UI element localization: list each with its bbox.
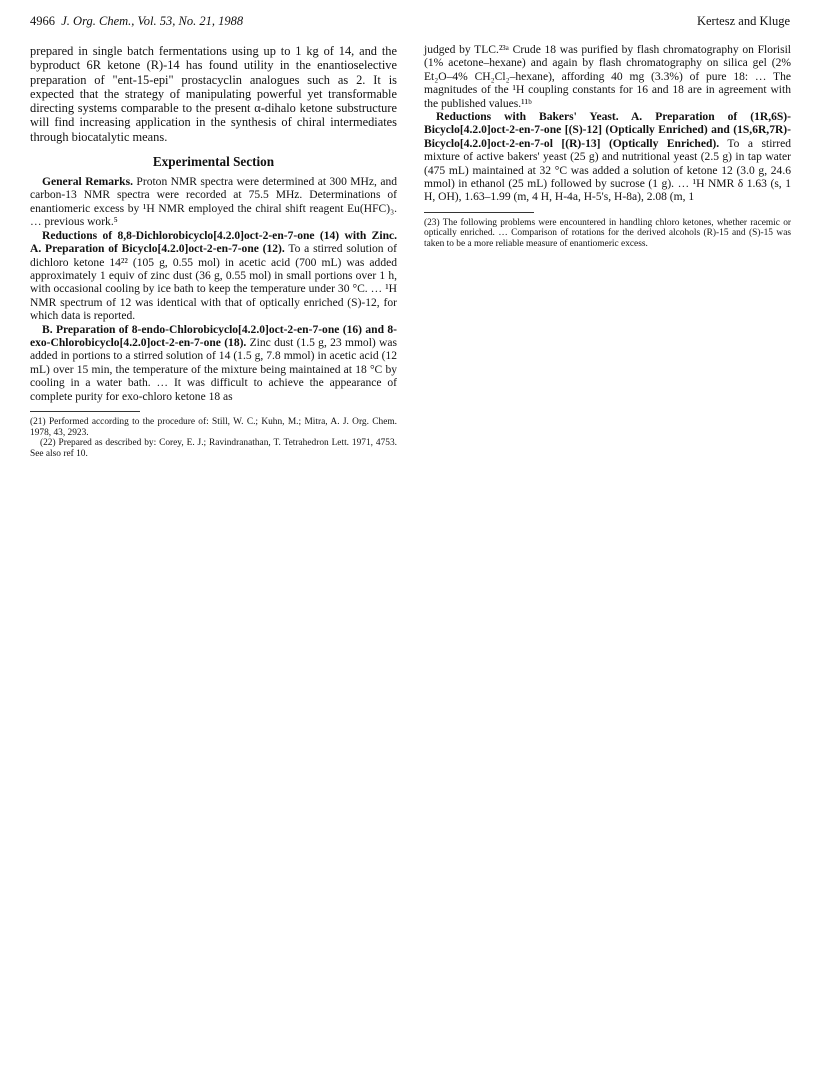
right-column [424,44,791,250]
general-remarks-paragraph [30,176,397,230]
footnote-23: (23) The following problems were encountered in handling chloro ketones, whether racemic or optically enriched. … Comparison of rotations for the derived alcohols (R)-15 and (S)-15 was taken to be a more reliable measure of enantiomeric excess. [424,217,791,250]
running-header [30,14,790,30]
yeast-reduction-heading: Reductions with Bakers' Yeast. A. Preparation of (1R,6S)-Bicyclo[4.2.0]oct-2-en-7-one [(S)-12] (Optically Enriched) and (1S,6R,7R)-Bicyclo[4.2.0]oct-2-en-7-ol [(R)-13] (Optically Enriched). [424,111,791,150]
footnote-22: (22) Prepared as described by: Corey, E. J.; Ravindranathan, T. Tetrahedron Lett. 1971, 4753. See also ref 10. [30,438,397,459]
footnote-divider [30,411,140,412]
right-footnotes [424,218,791,250]
footnote-21: (21) Performed according to the procedure of: Still, W. C.; Kuhn, M.; Mitra, A. J. Org. Chem. 1978, 43, 2923. [30,416,397,438]
footnote-divider-right [424,212,534,213]
part-b-paragraph [30,324,397,404]
general-remarks-body: Proton NMR spectra were determined at 300 MHz, and carbon-13 NMR spectra were recorded at 75.5 MHz. Determinations of enantiomeric excess by ¹H NMR employed the chiral shift reagent Eu(HFC)₃. … previous work.⁵ [30,176,397,229]
yeast-reduction-body: To a stirred mixture of active bakers' yeast (25 g) and nutritional yeast (2.5 g) in tap water (475 mL) maintained at 32 °C was added a solution of ketone 12 (3.0 g, 24.6 mmol) in ethanol (25 mL) followed by sucrose (1 g). … ¹H NMR δ 1.63 (s, 1 H, OH), 1.63–1.99 (m, 4 H, H-4a, H-5's, H-8a), 2.08 (m, 1 [424,137,792,204]
journal-citation: J. Org. Chem., Vol. 53, No. 21, 1988 [61,14,244,28]
yeast-reduction-paragraph [424,111,791,205]
part-b-heading: B. Preparation of 8-endo-Chlorobicyclo[4.2.0]oct-2-en-7-one (16) and 8-exo-Chlorobicyclo[4.2.0]oct-2-en-7-one (18). [30,323,397,349]
zinc-reduction-heading: Reductions of 8,8-Dichlorobicyclo[4.2.0]oct-2-en-7-one (14) with Zinc. A. Preparation of Bicyclo[4.2.0]oct-2-en-7-one (12). [30,229,397,256]
part-b-body: Zinc dust (1.5 g, 23 mmol) was added in portions to a stirred solution of 14 (1.5 g, 7.8 mmol) in acetic acid (12 mL) over 15 min, the temperature of the mixture being maintained at 18 °C by cooling in a water bath. … It was difficult to achieve the appearance of complete purity for exo-chloro ketone 18 as [30,336,398,403]
zinc-reduction-paragraph [30,230,397,324]
page-number: 4966 [30,14,55,28]
left-footnotes [30,417,397,459]
chloroketone-18-paragraph: judged by TLC.²³ᵃ Crude 18 was purified by flash chromatography on Florisil (1% acetone–hexane) and again by flash chromatography on silica gel (2% Et₂O–4% CH₂Cl₂–hexane), affording 40 mg (3.3%) of pure 18: … The magnitudes of the ¹H coupling constants for 16 and 18 are in agreement with the published values.¹¹ᵇ [424,44,791,110]
section-title: Experimental Section [152,154,275,170]
general-remarks-heading: General Remarks. [42,176,133,189]
header-left [30,14,243,29]
header-authors: Kertesz and Kluge [696,14,790,28]
intro-paragraph: prepared in single batch fermentations using up to 1 kg of 14, and the byproduct 6R ketone (R)-14 has found utility in the enantioselective preparation of "ent-15-epi" prostacyclin analogues such as 2. It is expected that the strategy of manipulating powerful yet transformable directing systems comparable to the present α-dihalo ketone substructure will find increasing application in the synthesis of chiral intermediates through biocatalytic means. [30,44,397,144]
zinc-reduction-body: To a stirred solution of dichloro ketone 14²² (105 g, 0.55 mol) in acetic acid (700 mL) was added approximately 1 equiv of zinc dust (36 g, 0.55 mol) in small portions over 1 h, with occasional cooling by ice bath to keep the temperature under 30 °C. … ¹H NMR spectrum of 12 was identical with that of optically enriched (S)-12, for which data is reported. [30,243,397,323]
left-column [30,44,397,459]
